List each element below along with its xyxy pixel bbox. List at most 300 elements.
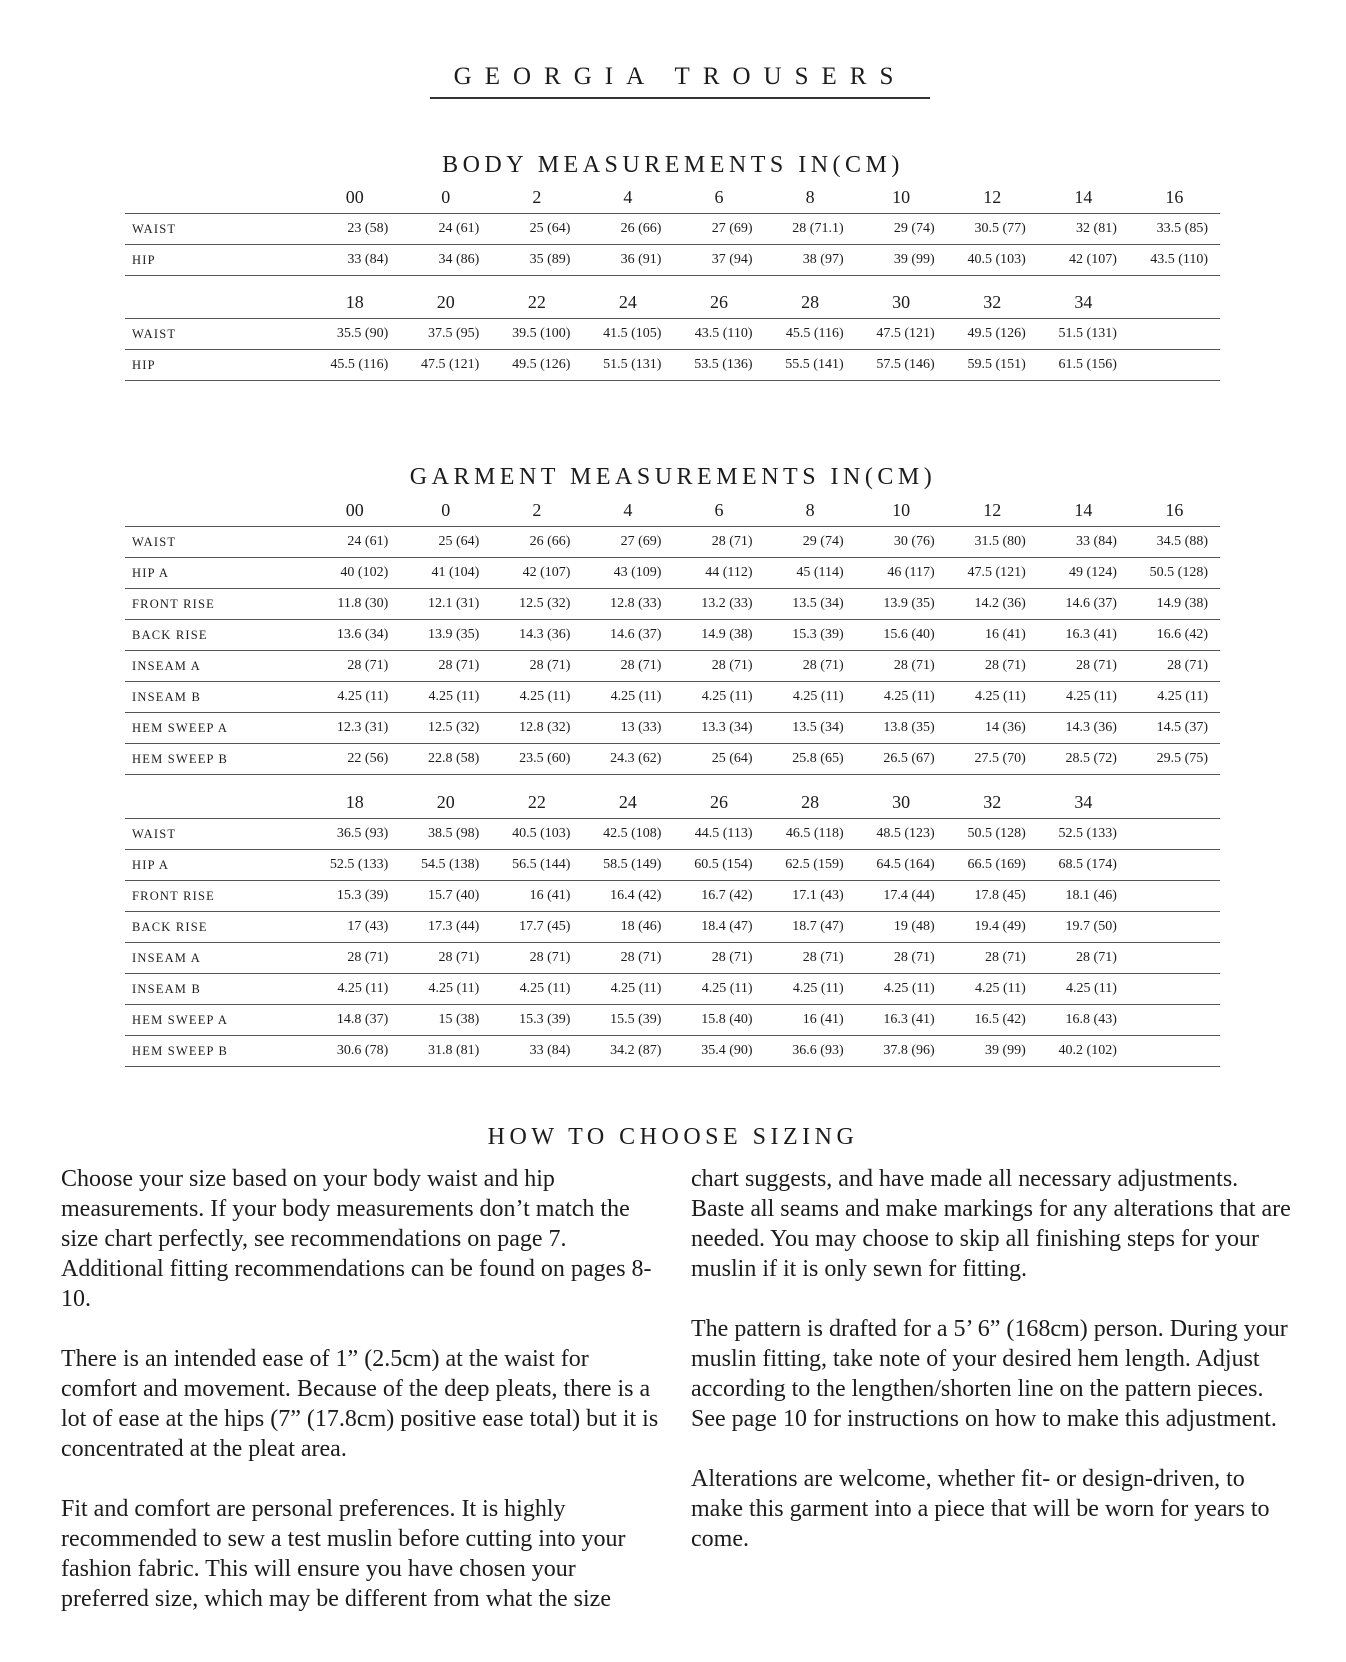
measurement-value: 14 (36) <box>984 720 1026 735</box>
measurement-value: 12.1 (31) <box>427 596 480 611</box>
measurement-label: HIP A <box>132 857 170 872</box>
measurement-label: INSEAM A <box>132 658 201 673</box>
measurement-value: 37 (94) <box>711 252 753 267</box>
measurement-value: 28 (71) <box>711 658 753 673</box>
measurement-label: FRONT RISE <box>132 596 215 611</box>
measurement-value: 42.5 (108) <box>603 826 662 841</box>
measurement-value: 36.5 (93) <box>336 826 389 841</box>
measurement-value: 17.3 (44) <box>427 919 480 934</box>
measurement-value: 13.9 (35) <box>427 627 480 642</box>
measurement-value: 14.3 (36) <box>1065 720 1117 735</box>
size-header: 34 <box>1074 291 1093 312</box>
size-header: 4 <box>623 186 633 207</box>
size-header: 24 <box>618 291 637 312</box>
measurement-value: 23.5 (60) <box>519 751 571 766</box>
measurement-value: 4.25 (11) <box>337 689 389 704</box>
measurement-value: 35.5 (90) <box>336 326 389 341</box>
measurement-value: 68.5 (174) <box>1058 857 1117 872</box>
measurement-value: 4.25 (11) <box>974 981 1026 996</box>
measurement-value: 49.5 (126) <box>512 357 571 372</box>
size-header <box>1129 286 1220 319</box>
measurement-value: 12.5 (32) <box>519 596 571 611</box>
measurement-value: 15.7 (40) <box>427 888 480 903</box>
measurement-value: 15.3 (39) <box>336 888 389 903</box>
measurement-value: 28 (71) <box>802 658 844 673</box>
measurement-label: WAIST <box>132 221 177 236</box>
measurement-value: 13.8 (35) <box>883 720 935 735</box>
measurement-row <box>125 620 1220 651</box>
size-header: 20 <box>436 791 455 812</box>
measurement-value: 28 (71) <box>347 658 389 673</box>
measurement-row <box>125 350 1220 381</box>
measurement-value: 28 (71) <box>1076 658 1117 673</box>
sizing-guide-left-column <box>61 1164 661 1614</box>
measurement-value: 14.6 (37) <box>610 627 662 642</box>
measurement-value: 24 (61) <box>347 534 389 549</box>
measurement-value: 4.25 (11) <box>1066 981 1117 996</box>
measurement-value: 14.2 (36) <box>974 596 1026 611</box>
measurement-value: 14.3 (36) <box>519 627 571 642</box>
measurement-row <box>125 912 1220 943</box>
size-header: 16 <box>1165 186 1184 207</box>
measurement-row <box>125 1036 1220 1067</box>
measurement-value: 24 (61) <box>438 221 480 236</box>
header-spacer <box>125 786 309 819</box>
size-header: 30 <box>892 291 911 312</box>
measurement-value: 57.5 (146) <box>876 357 935 372</box>
measurement-row <box>125 651 1220 682</box>
measurement-label: HEM SWEEP B <box>132 751 229 766</box>
measurement-value: 15.5 (39) <box>610 1012 662 1027</box>
measurement-value: 29.5 (75) <box>1156 751 1208 766</box>
measurement-value: 45 (114) <box>796 565 844 580</box>
measurement-value: 34.5 (88) <box>1156 534 1208 549</box>
measurement-value: 55.5 (141) <box>785 357 844 372</box>
measurement-value: 12.5 (32) <box>427 720 480 735</box>
measurement-value: 28 (71) <box>711 534 753 549</box>
measurement-value: 18.1 (46) <box>1065 888 1117 903</box>
measurement-value: 41 (104) <box>431 565 480 580</box>
measurement-value: 4.25 (11) <box>1066 689 1117 704</box>
size-header: 34 <box>1074 791 1093 812</box>
size-header: 16 <box>1165 499 1184 520</box>
measurement-value: 40.5 (103) <box>512 826 571 841</box>
measurement-value: 28 (71) <box>1167 658 1208 673</box>
size-header: 6 <box>714 499 724 520</box>
size-header-row <box>125 286 1220 319</box>
body-measurements-title: BODY MEASUREMENTS IN(CM) <box>442 152 904 178</box>
title-underline <box>430 97 930 99</box>
measurement-value: 64.5 (164) <box>876 857 935 872</box>
measurement-value: 26 (66) <box>529 534 571 549</box>
measurement-value: 25 (64) <box>711 751 753 766</box>
size-header: 10 <box>892 499 911 520</box>
measurement-value: 45.5 (116) <box>330 357 389 372</box>
measurement-value: 28 (71) <box>984 950 1026 965</box>
measurement-value: 4.25 (11) <box>519 689 571 704</box>
measurement-value: 42 (107) <box>1069 252 1117 267</box>
measurement-value: 4.25 (11) <box>337 981 389 996</box>
measurement-row <box>125 881 1220 912</box>
measurement-value: 12.8 (32) <box>519 720 571 735</box>
measurement-value: 16.8 (43) <box>1065 1012 1117 1027</box>
measurement-value: 14.8 (37) <box>336 1012 389 1027</box>
measurement-value: 14.6 (37) <box>1065 596 1117 611</box>
measurement-value: 28 (71) <box>1076 950 1117 965</box>
size-header: 00 <box>345 186 364 207</box>
sizing-paragraph: There is an intended ease of 1” (2.5cm) at the waist for comfort and movement. Because of the deep pleats, there is a lot of ease at the hips (7” (17.8cm) positive ease total) but it is concentrated at the pleat area. <box>61 1346 659 1462</box>
sizing-paragraph: Choose your size based on your body waist and hip measurements. If your body measurements don’t match the size chart perfectly, see recommendations on page 7. Additional fitting recommendations can be found on pages 8-10. <box>61 1166 652 1312</box>
measurement-value: 33.5 (85) <box>1156 221 1208 236</box>
measurement-row <box>125 589 1220 620</box>
sizing-guide-title: HOW TO CHOOSE SIZING <box>487 1124 859 1150</box>
measurement-value: 60.5 (154) <box>694 857 753 872</box>
measurement-value: 28 (71) <box>893 950 935 965</box>
measurement-value: 15.3 (39) <box>519 1012 571 1027</box>
size-header: 22 <box>527 291 546 312</box>
measurement-value: 40.2 (102) <box>1058 1043 1117 1058</box>
measurement-value: 40.5 (103) <box>967 252 1026 267</box>
measurement-value: 39.5 (100) <box>512 326 571 341</box>
measurement-value: 14.5 (37) <box>1156 720 1208 735</box>
sizing-paragraph: Fit and comfort are personal preferences. It is highly recommended to sew a test muslin before cutting into your fashion fabric. This will ensure you have chosen your preferred size, which may be different from what the size <box>61 1496 626 1612</box>
size-header: 6 <box>714 186 724 207</box>
measurement-value <box>1129 974 1220 1005</box>
measurement-value <box>1129 350 1220 381</box>
measurement-value: 4.25 (11) <box>792 689 844 704</box>
measurement-value: 46 (117) <box>887 565 935 580</box>
measurement-value: 16 (41) <box>984 627 1026 642</box>
measurement-value: 4.25 (11) <box>701 689 753 704</box>
size-header-row <box>125 494 1220 527</box>
sizing-guide-right-column <box>691 1164 1291 1554</box>
measurement-value: 28 (71) <box>802 950 844 965</box>
size-header: 20 <box>436 291 455 312</box>
size-header: 2 <box>532 186 542 207</box>
size-header: 26 <box>710 291 728 312</box>
size-header: 30 <box>892 791 911 812</box>
measurement-value: 25 (64) <box>529 221 571 236</box>
measurement-value: 52.5 (133) <box>329 857 389 872</box>
measurement-value: 12.3 (31) <box>336 720 389 735</box>
measurement-value: 53.5 (136) <box>694 357 753 372</box>
garment-measurements-table-1 <box>125 494 1220 775</box>
measurement-value: 13.2 (33) <box>701 596 753 611</box>
measurement-value: 19.4 (49) <box>974 919 1026 934</box>
measurement-value: 13.9 (35) <box>883 596 935 611</box>
measurement-value: 14.9 (38) <box>1156 596 1208 611</box>
size-header: 12 <box>983 499 1002 520</box>
measurement-value: 46.5 (118) <box>785 826 844 841</box>
measurement-value: 24.3 (62) <box>610 751 662 766</box>
measurement-value: 27 (69) <box>711 221 753 236</box>
measurement-row <box>125 713 1220 744</box>
measurement-value: 29 (74) <box>893 221 935 236</box>
header-spacer <box>125 494 309 527</box>
measurement-value: 43 (109) <box>613 565 662 580</box>
measurement-value <box>1129 1036 1220 1067</box>
measurement-value: 45.5 (116) <box>785 326 844 341</box>
measurement-value: 28 (71) <box>620 658 662 673</box>
size-header: 00 <box>345 499 364 520</box>
measurement-row <box>125 558 1220 589</box>
measurement-label: HEM SWEEP A <box>132 720 229 735</box>
measurement-value: 41.5 (105) <box>603 326 662 341</box>
measurement-label: INSEAM B <box>132 689 201 704</box>
measurement-value: 23 (58) <box>347 221 389 236</box>
size-header: 28 <box>801 291 820 312</box>
measurement-value: 47.5 (121) <box>876 326 935 341</box>
measurement-value: 31.5 (80) <box>974 534 1026 549</box>
measurement-value: 48.5 (123) <box>876 826 935 841</box>
measurement-row <box>125 214 1220 245</box>
measurement-value: 59.5 (151) <box>967 357 1026 372</box>
measurement-value: 16.6 (42) <box>1156 627 1208 642</box>
measurement-value: 37.8 (96) <box>883 1043 935 1058</box>
measurement-value: 44 (112) <box>705 565 753 580</box>
measurement-value: 42 (107) <box>522 565 571 580</box>
measurement-value <box>1129 850 1220 881</box>
size-header: 8 <box>805 186 815 207</box>
measurement-label: WAIST <box>132 326 177 341</box>
size-header: 4 <box>623 499 633 520</box>
measurement-value: 16 (41) <box>529 888 571 903</box>
measurement-value: 4.25 (11) <box>974 689 1026 704</box>
measurement-value: 33 (84) <box>1076 534 1117 549</box>
measurement-value: 51.5 (131) <box>1058 326 1117 341</box>
measurement-value: 50.5 (128) <box>967 826 1026 841</box>
sizing-paragraph: The pattern is drafted for a 5’ 6” (168cm) person. During your muslin fitting, take note of your desired hem length. Adjust according to the lengthen/shorten line on the pattern pieces. See page 10 for instructions on how to make this adjustment. <box>691 1316 1288 1432</box>
measurement-value: 13.5 (34) <box>792 596 844 611</box>
measurement-value: 19.7 (50) <box>1065 919 1117 934</box>
measurement-value: 28 (71) <box>893 658 935 673</box>
measurement-value: 15.8 (40) <box>701 1012 753 1027</box>
sizing-paragraph: chart suggests, and have made all necessary adjustments. Baste all seams and make markings for any alterations that are needed. You may choose to skip all finishing steps for your muslin if it is only sewn for fitting. <box>691 1166 1291 1282</box>
measurement-value: 15.3 (39) <box>792 627 844 642</box>
measurement-value: 27 (69) <box>620 534 662 549</box>
measurement-row <box>125 943 1220 974</box>
measurement-value: 17.1 (43) <box>792 888 844 903</box>
measurement-value: 28 (71) <box>438 950 480 965</box>
measurement-value: 34.2 (87) <box>610 1043 662 1058</box>
size-header-row <box>125 786 1220 819</box>
size-header: 18 <box>345 291 364 312</box>
measurement-value: 16.7 (42) <box>701 888 753 903</box>
measurement-value: 22.8 (58) <box>427 751 480 766</box>
garment-measurements-table-2 <box>125 786 1220 1067</box>
measurement-value: 32 (81) <box>1076 221 1117 236</box>
measurement-value: 33 (84) <box>529 1043 571 1058</box>
measurement-value: 28 (71) <box>529 950 571 965</box>
size-header: 0 <box>441 499 451 520</box>
measurement-value: 4.25 (11) <box>883 689 935 704</box>
size-header-row <box>125 181 1220 214</box>
measurement-row <box>125 682 1220 713</box>
measurement-label: HIP A <box>132 565 170 580</box>
measurement-value: 28.5 (72) <box>1065 751 1117 766</box>
body-measurements-table-1 <box>125 181 1220 276</box>
measurement-value: 27.5 (70) <box>974 751 1026 766</box>
measurement-value: 26 (66) <box>620 221 662 236</box>
measurement-value: 13 (33) <box>620 720 662 735</box>
size-header: 8 <box>805 499 815 520</box>
measurement-value: 11.8 (30) <box>337 596 389 611</box>
size-header: 14 <box>1074 499 1093 520</box>
measurement-value: 30.6 (78) <box>336 1043 389 1058</box>
measurement-row <box>125 527 1220 558</box>
measurement-label: INSEAM A <box>132 950 201 965</box>
measurement-value: 16.3 (41) <box>1065 627 1117 642</box>
measurement-value: 37.5 (95) <box>427 326 480 341</box>
size-header: 24 <box>618 791 637 812</box>
measurement-value: 44.5 (113) <box>694 826 753 841</box>
measurement-value: 4.25 (11) <box>701 981 753 996</box>
header-spacer <box>125 181 309 214</box>
measurement-label: HIP <box>132 252 156 267</box>
body-measurements-table-2 <box>125 286 1220 381</box>
measurement-value: 30 (76) <box>893 534 935 549</box>
measurement-value: 17 (43) <box>347 919 389 934</box>
measurement-label: BACK RISE <box>132 627 208 642</box>
measurement-value: 16.3 (41) <box>883 1012 935 1027</box>
measurement-value: 35 (89) <box>529 252 571 267</box>
measurement-value: 28 (71) <box>984 658 1026 673</box>
measurement-value <box>1129 912 1220 943</box>
measurement-value: 36.6 (93) <box>792 1043 844 1058</box>
measurement-value: 47.5 (121) <box>420 357 480 372</box>
measurement-value: 19 (48) <box>893 919 935 934</box>
measurement-value: 4.25 (11) <box>428 689 480 704</box>
measurement-value: 4.25 (11) <box>610 981 662 996</box>
measurement-value: 18 (46) <box>620 919 662 934</box>
size-header <box>1129 786 1220 819</box>
measurement-value: 4.25 (11) <box>610 689 662 704</box>
measurement-value: 39 (99) <box>984 1043 1026 1058</box>
measurement-label: BACK RISE <box>132 919 208 934</box>
size-header: 22 <box>527 791 546 812</box>
measurement-value: 31.8 (81) <box>427 1043 480 1058</box>
measurement-label: HEM SWEEP B <box>132 1043 229 1058</box>
measurement-value: 51.5 (131) <box>603 357 662 372</box>
header-spacer <box>125 286 309 319</box>
measurement-row <box>125 819 1220 850</box>
measurement-value: 26.5 (67) <box>883 751 935 766</box>
measurement-value: 39 (99) <box>893 252 935 267</box>
measurement-value: 49 (124) <box>1069 565 1117 580</box>
measurement-value: 56.5 (144) <box>512 857 571 872</box>
measurement-value: 18.4 (47) <box>701 919 753 934</box>
measurement-value: 34 (86) <box>438 252 480 267</box>
size-header: 32 <box>983 791 1002 812</box>
measurement-value: 13.6 (34) <box>336 627 389 642</box>
measurement-value: 28 (71.1) <box>792 221 844 236</box>
measurement-value: 38.5 (98) <box>427 826 480 841</box>
measurement-value: 4.25 (11) <box>519 981 571 996</box>
measurement-value: 4.25 (11) <box>883 981 935 996</box>
measurement-value: 15 (38) <box>438 1012 480 1027</box>
measurement-value: 17.8 (45) <box>974 888 1026 903</box>
measurement-value: 28 (71) <box>711 950 753 965</box>
measurement-value: 47.5 (121) <box>967 565 1026 580</box>
measurement-value: 30.5 (77) <box>974 221 1026 236</box>
measurement-value: 43.5 (110) <box>694 326 753 341</box>
measurement-value: 22 (56) <box>347 751 389 766</box>
measurement-value: 28 (71) <box>438 658 480 673</box>
measurement-value: 52.5 (133) <box>1058 826 1117 841</box>
size-header: 18 <box>345 791 364 812</box>
measurement-row <box>125 1005 1220 1036</box>
measurement-value: 33 (84) <box>347 252 389 267</box>
measurement-value: 29 (74) <box>802 534 844 549</box>
measurement-label: WAIST <box>132 534 177 549</box>
measurement-value: 18.7 (47) <box>792 919 844 934</box>
measurement-label: WAIST <box>132 826 177 841</box>
measurement-value: 13.3 (34) <box>701 720 753 735</box>
measurement-value: 40 (102) <box>340 565 389 580</box>
measurement-value: 16.4 (42) <box>610 888 662 903</box>
measurement-value: 4.25 (11) <box>1157 689 1208 704</box>
measurement-value: 36 (91) <box>620 252 662 267</box>
measurement-value: 28 (71) <box>529 658 571 673</box>
measurement-value: 54.5 (138) <box>420 857 480 872</box>
measurement-label: INSEAM B <box>132 981 201 996</box>
measurement-value: 4.25 (11) <box>792 981 844 996</box>
measurement-value: 17.7 (45) <box>519 919 571 934</box>
measurement-value: 12.8 (33) <box>610 596 662 611</box>
measurement-row <box>125 850 1220 881</box>
size-header: 26 <box>710 791 728 812</box>
measurement-value: 43.5 (110) <box>1150 252 1208 267</box>
size-header: 10 <box>892 186 911 207</box>
measurement-row <box>125 319 1220 350</box>
measurement-value: 50.5 (128) <box>1149 565 1208 580</box>
measurement-value <box>1129 1005 1220 1036</box>
size-header: 2 <box>532 499 542 520</box>
measurement-value <box>1129 319 1220 350</box>
garment-measurements-title: GARMENT MEASUREMENTS IN(CM) <box>409 464 937 490</box>
page-title: GEORGIA TROUSERS <box>453 63 907 90</box>
size-header: 28 <box>801 791 820 812</box>
measurement-value: 15.6 (40) <box>883 627 935 642</box>
measurement-row <box>125 245 1220 276</box>
measurement-value: 58.5 (149) <box>603 857 662 872</box>
measurement-row <box>125 974 1220 1005</box>
measurement-value: 28 (71) <box>347 950 389 965</box>
measurement-value: 14.9 (38) <box>701 627 753 642</box>
measurement-value <box>1129 943 1220 974</box>
measurement-value: 13.5 (34) <box>792 720 844 735</box>
measurement-value: 17.4 (44) <box>883 888 935 903</box>
measurement-value <box>1129 881 1220 912</box>
measurement-label: HIP <box>132 357 156 372</box>
size-header: 0 <box>441 186 451 207</box>
measurement-value: 16.5 (42) <box>974 1012 1026 1027</box>
measurement-value: 38 (97) <box>802 252 844 267</box>
measurement-value: 35.4 (90) <box>701 1043 753 1058</box>
measurement-value: 66.5 (169) <box>967 857 1026 872</box>
size-header: 32 <box>983 291 1002 312</box>
sizing-paragraph: Alterations are welcome, whether fit- or design-driven, to make this garment into a piece that will be worn for years to come. <box>691 1466 1270 1552</box>
measurement-row <box>125 744 1220 775</box>
measurement-value: 25.8 (65) <box>792 751 844 766</box>
measurement-value: 61.5 (156) <box>1058 357 1117 372</box>
measurement-value: 25 (64) <box>438 534 480 549</box>
measurement-value: 28 (71) <box>620 950 662 965</box>
measurement-label: HEM SWEEP A <box>132 1012 229 1027</box>
measurement-value: 16 (41) <box>802 1012 844 1027</box>
measurement-value: 4.25 (11) <box>428 981 480 996</box>
size-header: 12 <box>983 186 1002 207</box>
